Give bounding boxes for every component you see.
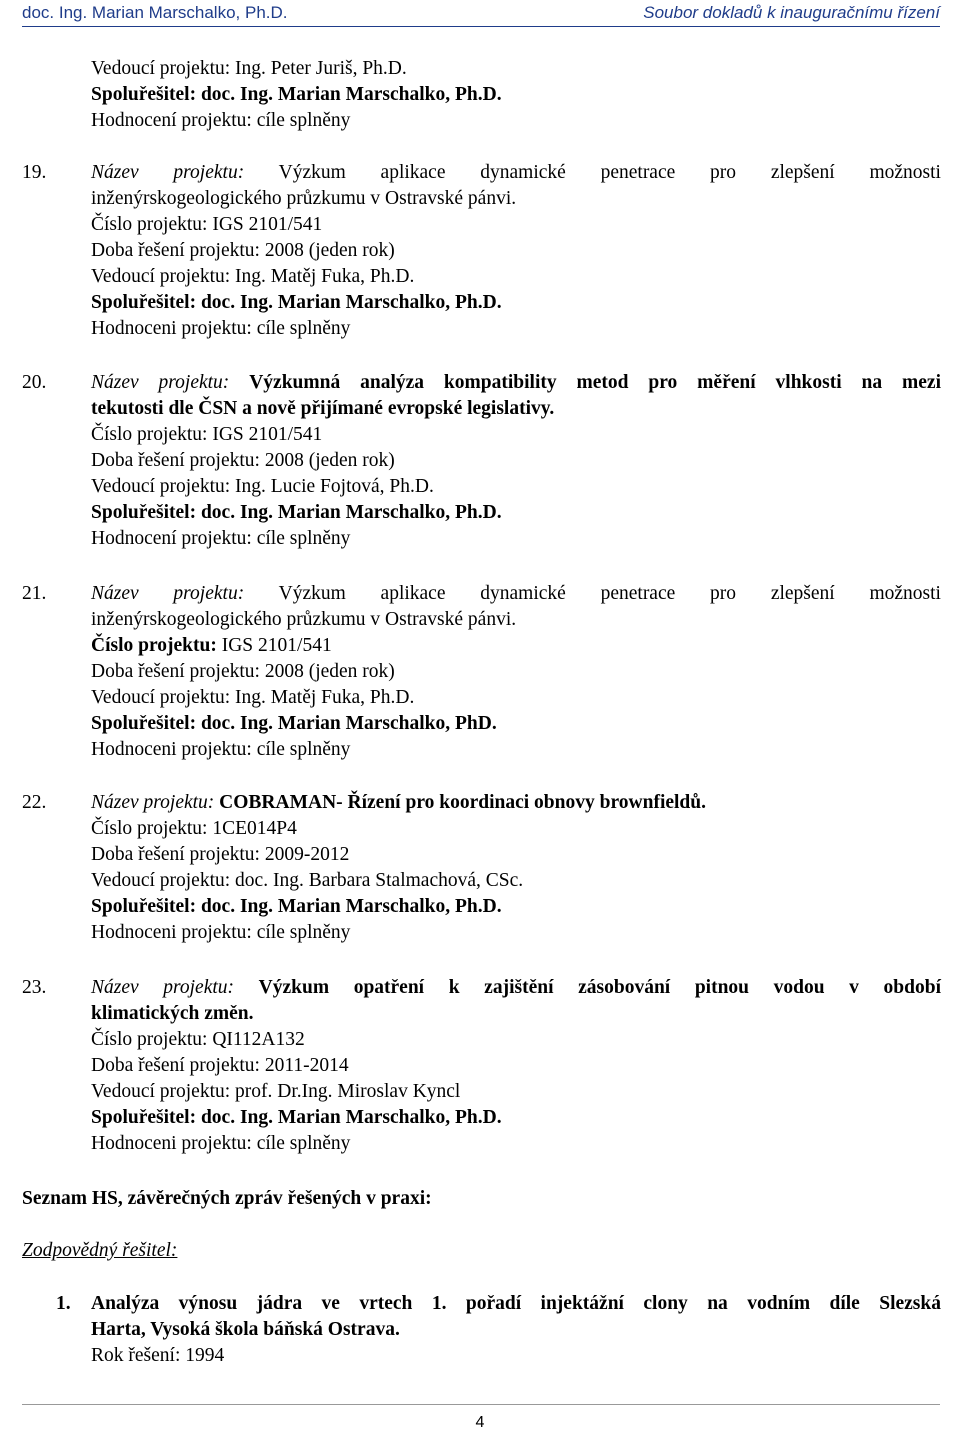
project-title-line2: klimatických změn. (91, 1003, 254, 1024)
project-duration: Doba řešení projektu: 2008 (jeden rok) (91, 240, 395, 261)
project-evaluation: Hodnoceni projektu: cíle splněny (91, 1133, 351, 1154)
project-number: 20. (22, 372, 47, 393)
project-leader: Vedoucí projektu: Ing. Matěj Fuka, Ph.D. (91, 687, 415, 708)
project-code: Číslo projektu: 1CE014P4 (91, 818, 297, 839)
list-item-year: Rok řešení: 1994 (91, 1345, 225, 1366)
list-item-number: 1. (56, 1293, 71, 1314)
project-cosolver: Spoluřešitel: doc. Ing. Marian Marschalko, PhD. (91, 713, 497, 734)
project-duration: Doba řešení projektu: 2011-2014 (91, 1055, 349, 1076)
project-code-value: IGS 2101/541 (221, 635, 332, 656)
project-title-line (91, 160, 941, 186)
footer-divider (22, 1404, 940, 1405)
project-title-label: Název projektu: (91, 977, 235, 998)
project-duration: Doba řešení projektu: 2009-2012 (91, 844, 350, 865)
project-title-line (91, 370, 941, 396)
project-number: 23. (22, 977, 47, 998)
project-leader: Vedoucí projektu: doc. Ing. Barbara Stalmachová, CSc. (91, 870, 524, 891)
project-title-text: Výzkum opatření k zajištění zásobování pitnou vodou v období (258, 977, 942, 998)
project-title-text: COBRAMAN- Řízení pro koordinaci obnovy brownfieldů. (219, 792, 706, 813)
list-item-title-line: Analýza výnosu jádra ve vrtech 1. pořadí injektážní clony na vodním díle Slezská (91, 1293, 941, 1314)
project-leader: Vedoucí projektu: prof. Dr.Ing. Miroslav Kyncl (91, 1081, 461, 1102)
project-code (91, 633, 332, 659)
project-evaluation: Hodnoceni projektu: cíle splněny (91, 318, 351, 339)
project-cosolver: Spoluřešitel: doc. Ing. Marian Marschalko, Ph.D. (91, 896, 502, 917)
project-cosolver: Spoluřešitel: doc. Ing. Marian Marschalko, Ph.D. (91, 292, 502, 313)
project-cosolver: Spoluřešitel: doc. Ing. Marian Marschalko, Ph.D. (91, 502, 502, 523)
intro-cosolver: Spoluřešitel: doc. Ing. Marian Marschalko, Ph.D. (91, 84, 502, 105)
project-code: Číslo projektu: IGS 2101/541 (91, 424, 323, 445)
project-code-label: Číslo projektu: (91, 635, 217, 656)
page-header (22, 0, 940, 27)
project-evaluation: Hodnoceni projektu: cíle splněny (91, 739, 351, 760)
project-cosolver: Spoluřešitel: doc. Ing. Marian Marschalko, Ph.D. (91, 1107, 502, 1128)
project-title-label: Název projektu: (91, 162, 245, 183)
project-title-text: Výzkum aplikace dynamické penetrace pro zlepšení možnosti (278, 583, 941, 604)
project-leader: Vedoucí projektu: Ing. Lucie Fojtová, Ph.D. (91, 476, 434, 497)
project-title-line (91, 975, 941, 1001)
project-title-text: Výzkum aplikace dynamické penetrace pro zlepšení možnosti (278, 162, 941, 183)
project-number: 21. (22, 583, 47, 604)
project-evaluation: Hodnoceni projektu: cíle splněny (91, 922, 351, 943)
section-heading: Seznam HS, závěrečných zpráv řešených v praxi: (22, 1188, 432, 1209)
header-document-title: Soubor dokladů k inauguračnímu řízení (643, 3, 940, 22)
project-title-line2: tekutosti dle ČSN a nově přijímané evropské legislativy. (91, 398, 555, 419)
project-code: Číslo projektu: QI112A132 (91, 1029, 305, 1050)
intro-evaluation: Hodnocení projektu: cíle splněny (91, 110, 351, 131)
project-evaluation: Hodnocení projektu: cíle splněny (91, 528, 351, 549)
project-title-line2: inženýrskogeologického průzkumu v Ostravské pánvi. (91, 188, 517, 209)
project-title-text: Výzkumná analýza kompatibility metod pro měření vlhkosti na mezi (249, 372, 942, 393)
project-title-label: Název projektu: (91, 792, 215, 813)
section-subheading: Zodpovědný řešitel: (22, 1240, 178, 1261)
list-item-title-line2: Harta, Vysoká škola báňská Ostrava. (91, 1319, 400, 1340)
project-title-line (91, 790, 706, 816)
page-number: 4 (475, 1414, 485, 1431)
project-duration: Doba řešení projektu: 2008 (jeden rok) (91, 450, 395, 471)
header-author: doc. Ing. Marian Marschalko, Ph.D. (22, 3, 288, 22)
project-code: Číslo projektu: IGS 2101/541 (91, 214, 323, 235)
project-title-label: Název projektu: (91, 372, 230, 393)
project-number: 19. (22, 162, 47, 183)
intro-leader: Vedoucí projektu: Ing. Peter Juriš, Ph.D. (91, 58, 407, 79)
project-title-line2: inženýrskogeologického průzkumu v Ostravské pánvi. (91, 609, 517, 630)
project-duration: Doba řešení projektu: 2008 (jeden rok) (91, 661, 395, 682)
project-number: 22. (22, 792, 47, 813)
project-title-label: Název projektu: (91, 583, 245, 604)
project-title-line (91, 581, 941, 607)
project-leader: Vedoucí projektu: Ing. Matěj Fuka, Ph.D. (91, 266, 415, 287)
